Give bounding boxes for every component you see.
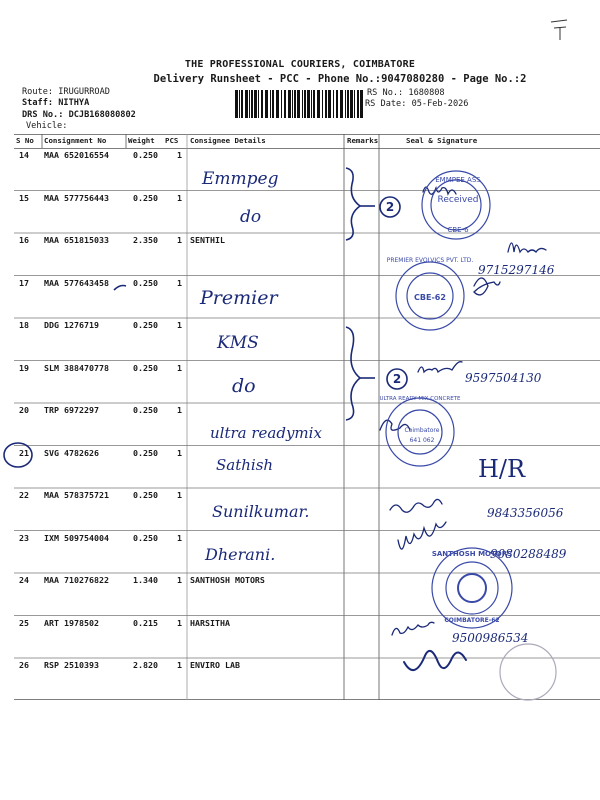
cell-consignment: SLM 388470778 [44, 362, 109, 373]
cell-sno: 16 [19, 235, 29, 245]
route-label: Route: IRUGURROAD [22, 87, 110, 97]
cell-consignee: SENTHIL [190, 235, 225, 245]
cell-pcs: 1 [177, 150, 182, 160]
stamp-premier-ring: PREMIER EVOLVICS PVT. LTD. [386, 257, 474, 264]
cell-consignment: MAA 652016554 [44, 150, 109, 160]
cell-weight: 1.340 [133, 575, 158, 585]
hw-consignee-15: do [240, 207, 262, 227]
hw-consignee-23: Dherani. [205, 545, 276, 564]
cell-pcs: 1 [177, 405, 182, 415]
col-header-pcs: PCS [165, 136, 179, 145]
cell-consignment: MAA 651815033 [44, 235, 109, 245]
hw-consignee-17: Premier [200, 287, 278, 309]
cell-consignment: MAA 578375721 [44, 490, 109, 500]
barcode-image [235, 90, 363, 118]
cell-sno: 25 [19, 617, 29, 628]
cell-pcs: 1 [177, 277, 182, 288]
cell-sno: 17 [19, 277, 29, 288]
cell-consignment: MAA 577643458 [44, 277, 109, 288]
cell-consignment: MAA 577756443 [44, 192, 109, 203]
cell-pcs: 1 [177, 532, 182, 543]
hw-phone-19: 9597504130 [465, 371, 542, 385]
col-header-remarks: Remarks [347, 136, 379, 145]
company-title: THE PROFESSIONAL COURIERS, COIMBATORE [184, 59, 416, 70]
stamp-emmpee-top: EMMPEE ASS [435, 176, 481, 184]
stamp-santhosh-bot: COIMBATORE-62 [444, 617, 500, 624]
cell-sno: 21 [19, 447, 29, 458]
rs-date: RS Date: 05-Feb-2026 [365, 99, 469, 109]
drs-label: DRS No.: DCJB168080802 [22, 110, 136, 120]
cell-consignment: IXM 509754004 [44, 532, 109, 543]
cell-pcs: 1 [177, 362, 182, 373]
rs-number: RS No.: 1680808 [367, 88, 445, 98]
cell-weight: 0.250 [133, 277, 158, 288]
cell-weight: 0.250 [133, 490, 158, 500]
cell-consignee: HARSITHA [190, 617, 230, 628]
hw-consignee-22: Sunilkumar. [212, 502, 310, 521]
col-header-consignee: Consignee Details [190, 136, 266, 145]
cell-sno: 22 [19, 490, 29, 500]
cell-sno: 23 [19, 532, 29, 543]
table-grid [14, 134, 600, 700]
stamp-emmpee-mid: Received [437, 195, 479, 205]
bracket-number-2: 2 [392, 372, 402, 386]
cell-weight: 0.215 [133, 617, 158, 628]
cell-consignment: SVG 4782626 [44, 447, 99, 458]
cell-sno: 14 [19, 150, 29, 160]
stamp-premier-center: CBE-62 [414, 293, 446, 302]
hw-consignee-18: KMS [217, 333, 259, 353]
cell-pcs: 1 [177, 192, 182, 203]
cell-consignment: DDG 1276719 [44, 320, 99, 330]
cell-sno: 26 [19, 660, 29, 670]
staff-label: Staff: NITHYA [22, 98, 90, 108]
col-header-weight: Weight [128, 136, 155, 145]
hw-consignee-20: ultra readymix [210, 424, 322, 442]
cell-pcs: 1 [177, 447, 182, 458]
delivery-table [14, 134, 600, 700]
cell-sno: 18 [19, 320, 29, 330]
cell-consignment: RSP 2510393 [44, 660, 99, 670]
cell-sno: 19 [19, 362, 29, 373]
cell-consignee: ENVIRO LAB [190, 660, 240, 670]
hw-phone-23: 9080288489 [490, 547, 567, 561]
cell-weight: 2.350 [133, 235, 158, 245]
cell-consignee: SANTHOSH MOTORS [190, 575, 265, 585]
hw-hr-21: H/R [478, 455, 526, 483]
vehicle-label: Vehicle: [26, 121, 68, 131]
runsheet-title: Delivery Runsheet - PCC - Phone No.:9047080280 - Page No.:2 [153, 73, 527, 85]
hw-phone-25: 9500986534 [452, 631, 529, 645]
hw-consignee-14: Emmpeg [202, 169, 279, 189]
cell-consignment: ART 1978502 [44, 617, 99, 628]
stamp-ultra-bot: 641 062 [409, 437, 435, 444]
hw-phone-17: 9715297146 [478, 263, 555, 277]
cell-weight: 0.250 [133, 362, 158, 373]
corner-scribble-icon [548, 14, 570, 44]
cell-weight: 0.250 [133, 320, 158, 330]
col-header-sno: S No [16, 136, 34, 145]
hw-consignee-19: do [232, 375, 256, 397]
stamp-emmpee-bot: CBE-6 [447, 226, 469, 234]
cell-pcs: 1 [177, 320, 182, 330]
cell-weight: 0.250 [133, 405, 158, 415]
cell-pcs: 1 [177, 235, 182, 245]
cell-sno: 15 [19, 192, 29, 203]
hw-phone-22: 9843356056 [487, 506, 564, 520]
cell-pcs: 1 [177, 617, 182, 628]
col-header-consignment: Consignment No [44, 136, 107, 145]
cell-pcs: 1 [177, 660, 182, 670]
bracket-number-1: 2 [385, 200, 395, 214]
cell-sno: 24 [19, 575, 29, 585]
cell-weight: 2.820 [133, 660, 158, 670]
stamp-santhosh-ring: SANTHOSH MOTORS [431, 550, 513, 558]
cell-weight: 0.250 [133, 447, 158, 458]
col-header-seal: Seal & Signature [406, 136, 478, 145]
hw-consignee-21: Sathish [216, 456, 274, 474]
cell-weight: 0.250 [133, 192, 158, 203]
cell-pcs: 1 [177, 575, 182, 585]
cell-weight: 0.250 [133, 532, 158, 543]
stamp-ultra-ring: ULTRA READY MIX CONCRETE [379, 396, 461, 402]
cell-weight: 0.250 [133, 150, 158, 160]
stamp-ultra-mid: Coimbatore [404, 427, 440, 434]
cell-sno: 20 [19, 405, 29, 415]
cell-consignment: TRP 6972297 [44, 405, 99, 415]
cell-pcs: 1 [177, 490, 182, 500]
cell-consignment: MAA 710276822 [44, 575, 109, 585]
